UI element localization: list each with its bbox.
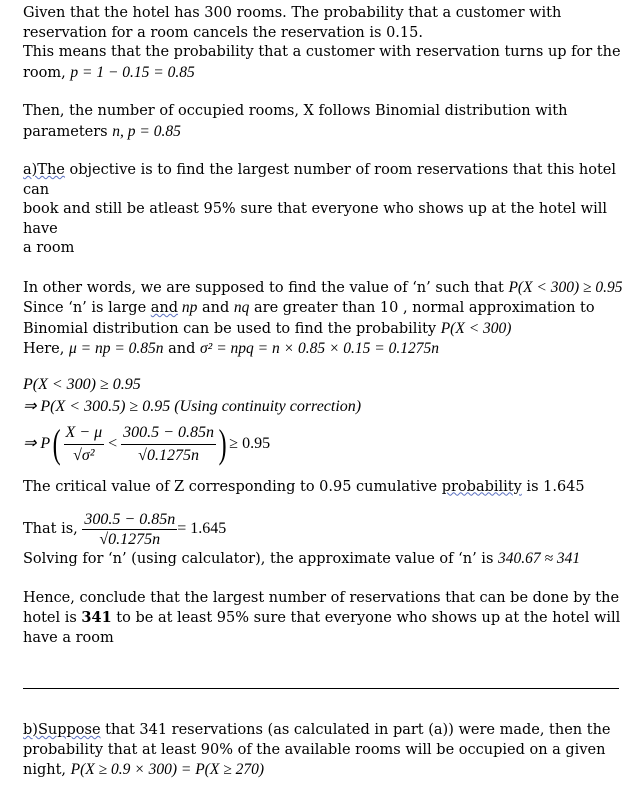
intro-line-4: room, p = 1 − 0.15 = 0.85 — [23, 63, 195, 81]
part-b-probability: P(X ≥ 0.9 × 300) = P(X ≥ 270) — [70, 761, 264, 778]
section-divider — [23, 688, 619, 689]
part-b-section — [23, 721, 623, 781]
prob-turn-up-formula: p = 1 − 0.15 = 0.85 — [70, 63, 195, 81]
n-approx-value: 340.67 ≈ 341 — [498, 550, 581, 567]
intro-line-3: This means that the probability that a customer with reservation turns up for the — [23, 44, 621, 60]
method-line-3: Binomial distribution can be used to find the probability P(X < 300) — [23, 319, 512, 337]
method-line-1: In other words, we are supposed to find the value of ‘n’ such that P(X < 300) ≥ 0.95 — [23, 278, 623, 296]
binomial-parameters: n, p = 0.85 — [112, 122, 181, 140]
part-b-label: b)Suppose — [23, 722, 101, 738]
objective-line-3: a room — [23, 240, 75, 256]
part-b-line-3: night, P(X ≥ 0.9 × 300) = P(X ≥ 270) — [23, 761, 264, 778]
equation-line-1: P(X < 300) ≥ 0.95 — [23, 375, 141, 393]
critical-value-line: The critical value of Z corresponding to 0.95 cumulative probability is 1.645 — [23, 478, 585, 495]
z-score-fraction: $\frac{300.5 - 0.85n}{√0.1275n}$ — [123, 423, 214, 464]
intro-line-1: Given that the hotel has 300 rooms. The probability that a customer with — [23, 5, 562, 21]
equation-line-3: ⇒ P( $\frac{X - \mu}{\text{√σ²}}$ < $\frac{300.5 - 0.85n}{√0.1275n}$ ) ≥ 0.95 — [23, 421, 271, 466]
method-line-4: Here, μ = np = 0.85n and σ² = npq = n × 0.85 × 0.15 = 0.1275n — [23, 340, 439, 357]
binomial-line-2: parameters n, p = 0.85 — [23, 122, 181, 140]
mean-formula: μ = np = 0.85n — [68, 340, 164, 357]
standardized-fraction: $\frac{X - \mu}{\text{√σ²}}$ — [65, 423, 103, 464]
equation-line-2: ⇒ P(X < 300.5) ≥ 0.95 (Using continuity correction) — [23, 397, 362, 415]
conclusion-line-3: have a room — [23, 629, 114, 646]
conclusion-line-1: Hence, conclude that the largest number of reservations that can be done by the — [23, 589, 620, 606]
part-a-label: a)The — [23, 162, 65, 178]
solve-fraction: $\frac{300.5 - 0.85n}{√0.1275n}$ — [84, 510, 176, 548]
solution-document — [23, 4, 623, 648]
method-line-2: Since ‘n’ is large and np and nq are greater than 10 , normal approximation to — [23, 299, 595, 316]
part-b-line-2: probability that at least 90% of the available rooms will be occupied on a given — [23, 741, 606, 758]
objective-line-2: book and still be atleast 95% sure that everyone who shows up at the hotel will have — [23, 201, 607, 237]
that-is-line: That is, $\frac{300.5 - 0.85n}{√0.1275n}$ = 1.645 — [23, 510, 227, 548]
intro-line-2: reservation for a room cancels the reservation is 0.15. — [23, 24, 423, 41]
answer-value: 341 — [81, 609, 112, 626]
objective-line-1: a)The objective is to find the largest number of room reservations that this hotel can — [23, 162, 617, 198]
target-inequality: P(X < 300) ≥ 0.95 — [508, 278, 623, 296]
solving-line: Solving for ‘n’ (using calculator), the approximate value of ‘n’ is 340.67 ≈ 341 — [23, 550, 581, 567]
variance-formula: σ² = npq = n × 0.85 × 0.15 = 0.1275n — [200, 340, 439, 357]
conclusion-line-2: hotel is 341 to be at least 95% sure that everyone who shows up at the hotel will — [23, 609, 621, 626]
binomial-line-1: Then, the number of occupied rooms, X follows Binomial distribution with — [23, 103, 568, 119]
part-b-line-1: b)Suppose that 341 reservations (as calculated in part (a)) were made, then the — [23, 722, 611, 738]
